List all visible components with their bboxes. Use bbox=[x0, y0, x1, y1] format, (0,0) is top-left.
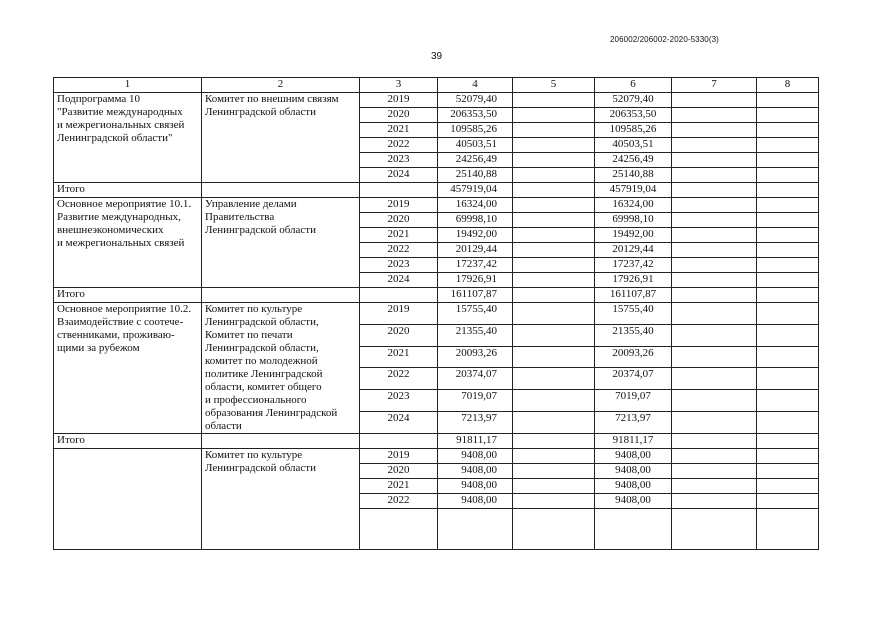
total-amount: 91811,17 bbox=[438, 434, 513, 449]
empty-cell bbox=[513, 168, 595, 183]
program-name-cell bbox=[54, 198, 202, 288]
empty-cell bbox=[672, 198, 757, 213]
amount-cell: 9408,00 bbox=[595, 464, 672, 479]
year-cell: 2020 bbox=[360, 324, 438, 346]
table-row bbox=[54, 303, 819, 325]
total-label: Итого bbox=[54, 434, 202, 449]
empty-cell bbox=[672, 449, 757, 464]
empty-cell bbox=[672, 288, 757, 303]
empty-cell bbox=[513, 123, 595, 138]
amount-cell: 15755,40 bbox=[438, 303, 513, 325]
empty-cell bbox=[757, 168, 819, 183]
amount-cell: 20093,26 bbox=[595, 346, 672, 368]
amount-cell: 7019,07 bbox=[595, 390, 672, 412]
amount-cell: 25140,88 bbox=[438, 168, 513, 183]
year-cell: 2020 bbox=[360, 464, 438, 479]
year-cell: 2021 bbox=[360, 479, 438, 494]
cell-line: Развитие международных, bbox=[57, 211, 181, 223]
page-number: 39 bbox=[430, 51, 443, 62]
year-cell: 2024 bbox=[360, 412, 438, 434]
empty-cell bbox=[672, 509, 757, 550]
year-cell: 2022 bbox=[360, 138, 438, 153]
document-id: 206002/206002-2020-5330(3) bbox=[610, 35, 719, 44]
cell-line: области, комитет общего bbox=[205, 381, 322, 393]
empty-cell bbox=[757, 228, 819, 243]
empty-cell bbox=[757, 368, 819, 390]
cell-line: Ленинградской области" bbox=[57, 132, 173, 144]
cell-line: Основное мероприятие 10.1. bbox=[57, 198, 192, 210]
total-row bbox=[54, 434, 819, 449]
amount-cell: 9408,00 bbox=[595, 494, 672, 509]
program-name-cell bbox=[54, 303, 202, 434]
empty-cell bbox=[757, 243, 819, 258]
empty-cell bbox=[513, 198, 595, 213]
amount-cell: 69998,10 bbox=[595, 213, 672, 228]
empty-cell bbox=[757, 464, 819, 479]
total-row bbox=[54, 183, 819, 198]
cell-line: Ленинградской области bbox=[205, 106, 316, 118]
empty-cell bbox=[513, 153, 595, 168]
empty-cell bbox=[757, 108, 819, 123]
empty-cell bbox=[438, 509, 513, 550]
amount-cell: 52079,40 bbox=[595, 93, 672, 108]
empty-cell bbox=[757, 509, 819, 550]
amount-cell: 24256,49 bbox=[595, 153, 672, 168]
empty-cell bbox=[672, 303, 757, 325]
amount-cell: 20374,07 bbox=[438, 368, 513, 390]
amount-cell: 206353,50 bbox=[595, 108, 672, 123]
empty-cell bbox=[757, 479, 819, 494]
empty-cell bbox=[513, 346, 595, 368]
empty-cell bbox=[513, 183, 595, 198]
cell-line: Комитет по культуре bbox=[205, 449, 303, 461]
empty-cell bbox=[513, 434, 595, 449]
amount-cell: 20129,44 bbox=[438, 243, 513, 258]
empty-cell bbox=[757, 273, 819, 288]
empty-cell bbox=[757, 153, 819, 168]
empty-cell bbox=[513, 243, 595, 258]
empty-cell bbox=[672, 93, 757, 108]
header-cell: 7 bbox=[672, 78, 757, 93]
cell-line: и межрегиональных связей bbox=[57, 119, 185, 131]
cell-line: Ленинградской области bbox=[205, 224, 316, 236]
empty-cell bbox=[672, 273, 757, 288]
empty-cell bbox=[513, 509, 595, 550]
amount-cell: 17926,91 bbox=[438, 273, 513, 288]
amount-cell: 16324,00 bbox=[595, 198, 672, 213]
cell-line: ственниками, проживаю- bbox=[57, 329, 175, 341]
amount-cell: 69998,10 bbox=[438, 213, 513, 228]
empty-cell bbox=[757, 198, 819, 213]
empty-cell bbox=[672, 390, 757, 412]
year-cell: 2019 bbox=[360, 198, 438, 213]
empty-cell bbox=[672, 412, 757, 434]
amount-cell: 9408,00 bbox=[595, 449, 672, 464]
empty-cell bbox=[513, 464, 595, 479]
empty-cell bbox=[360, 288, 438, 303]
empty-cell bbox=[513, 449, 595, 464]
header-cell: 3 bbox=[360, 78, 438, 93]
empty-cell bbox=[672, 243, 757, 258]
amount-cell: 9408,00 bbox=[438, 494, 513, 509]
total-amount: 457919,04 bbox=[595, 183, 672, 198]
empty-cell bbox=[360, 434, 438, 449]
empty-cell bbox=[513, 138, 595, 153]
empty-cell bbox=[672, 138, 757, 153]
empty-cell bbox=[672, 368, 757, 390]
year-cell: 2022 bbox=[360, 243, 438, 258]
empty-cell bbox=[513, 213, 595, 228]
cell-line: политике Ленинградской bbox=[205, 368, 323, 380]
total-amount: 161107,87 bbox=[438, 288, 513, 303]
empty-cell bbox=[672, 346, 757, 368]
amount-cell: 7019,07 bbox=[438, 390, 513, 412]
total-amount: 457919,04 bbox=[438, 183, 513, 198]
table-row bbox=[54, 449, 819, 464]
empty-cell bbox=[513, 324, 595, 346]
table-row bbox=[54, 93, 819, 108]
amount-cell: 19492,00 bbox=[595, 228, 672, 243]
empty-cell bbox=[513, 93, 595, 108]
header-cell: 5 bbox=[513, 78, 595, 93]
amount-cell: 16324,00 bbox=[438, 198, 513, 213]
cell-line: Ленинградской области bbox=[205, 462, 316, 474]
amount-cell: 40503,51 bbox=[595, 138, 672, 153]
empty-cell bbox=[757, 213, 819, 228]
program-name-cell bbox=[54, 93, 202, 183]
year-cell: 2020 bbox=[360, 108, 438, 123]
cell-line: Комитет по печати bbox=[205, 329, 293, 341]
executor-cell bbox=[202, 93, 360, 183]
empty-cell bbox=[672, 123, 757, 138]
amount-cell: 9408,00 bbox=[438, 479, 513, 494]
cell-line: Ленинградской области, bbox=[205, 342, 319, 354]
header-cell: 6 bbox=[595, 78, 672, 93]
empty-cell bbox=[757, 324, 819, 346]
amount-cell: 52079,40 bbox=[438, 93, 513, 108]
empty-cell bbox=[513, 288, 595, 303]
cell-line: Подпрограмма 10 bbox=[57, 93, 140, 105]
year-cell: 2019 bbox=[360, 303, 438, 325]
amount-cell: 20374,07 bbox=[595, 368, 672, 390]
total-amount: 161107,87 bbox=[595, 288, 672, 303]
cell-line: Основное мероприятие 10.2. bbox=[57, 303, 192, 315]
year-cell: 2024 bbox=[360, 168, 438, 183]
empty-cell bbox=[757, 183, 819, 198]
amount-cell: 9408,00 bbox=[438, 464, 513, 479]
cell-line: области bbox=[205, 420, 242, 432]
budget-table bbox=[53, 77, 819, 550]
empty-cell bbox=[202, 434, 360, 449]
empty-cell bbox=[672, 228, 757, 243]
year-cell: 2020 bbox=[360, 213, 438, 228]
cell-line: и профессионального bbox=[205, 394, 307, 406]
cell-line: Взаимодействие с соотече- bbox=[57, 316, 184, 328]
empty-cell bbox=[672, 464, 757, 479]
total-row bbox=[54, 288, 819, 303]
empty-cell bbox=[672, 153, 757, 168]
empty-cell bbox=[513, 479, 595, 494]
table-row bbox=[54, 198, 819, 213]
empty-cell bbox=[757, 434, 819, 449]
header-cell: 4 bbox=[438, 78, 513, 93]
header-cell: 8 bbox=[757, 78, 819, 93]
empty-cell bbox=[513, 273, 595, 288]
empty-cell bbox=[757, 258, 819, 273]
amount-cell: 25140,88 bbox=[595, 168, 672, 183]
amount-cell: 21355,40 bbox=[595, 324, 672, 346]
cell-line: Управление делами bbox=[205, 198, 297, 210]
amount-cell: 20129,44 bbox=[595, 243, 672, 258]
empty-cell bbox=[672, 434, 757, 449]
amount-cell: 19492,00 bbox=[438, 228, 513, 243]
amount-cell: 7213,97 bbox=[438, 412, 513, 434]
year-cell: 2024 bbox=[360, 273, 438, 288]
cell-line: щими за рубежом bbox=[57, 342, 140, 354]
empty-cell bbox=[672, 108, 757, 123]
amount-cell: 17237,42 bbox=[595, 258, 672, 273]
year-cell: 2021 bbox=[360, 228, 438, 243]
empty-cell bbox=[513, 390, 595, 412]
total-label: Итого bbox=[54, 288, 202, 303]
total-label: Итого bbox=[54, 183, 202, 198]
year-cell: 2022 bbox=[360, 494, 438, 509]
empty-cell bbox=[513, 494, 595, 509]
empty-cell bbox=[757, 93, 819, 108]
empty-cell bbox=[757, 138, 819, 153]
empty-cell bbox=[757, 390, 819, 412]
amount-cell: 21355,40 bbox=[438, 324, 513, 346]
cell-line: комитет по молодежной bbox=[205, 355, 318, 367]
executor-cell bbox=[202, 303, 360, 434]
cell-line: внешнеэкономических bbox=[57, 224, 164, 236]
empty-cell bbox=[595, 509, 672, 550]
empty-cell bbox=[202, 288, 360, 303]
amount-cell: 40503,51 bbox=[438, 138, 513, 153]
empty-cell bbox=[672, 183, 757, 198]
empty-cell bbox=[757, 412, 819, 434]
empty-cell bbox=[513, 412, 595, 434]
year-cell: 2023 bbox=[360, 153, 438, 168]
empty-cell bbox=[757, 346, 819, 368]
empty-cell bbox=[672, 258, 757, 273]
amount-cell: 7213,97 bbox=[595, 412, 672, 434]
empty-cell bbox=[672, 213, 757, 228]
empty-cell bbox=[757, 449, 819, 464]
empty-cell bbox=[202, 183, 360, 198]
year-cell: 2022 bbox=[360, 368, 438, 390]
cell-line: и межрегиональных связей bbox=[57, 237, 185, 249]
year-cell: 2023 bbox=[360, 258, 438, 273]
total-amount: 91811,17 bbox=[595, 434, 672, 449]
cell-line: Комитет по культуре bbox=[205, 303, 303, 315]
empty-cell bbox=[672, 494, 757, 509]
header-cell: 1 bbox=[54, 78, 202, 93]
amount-cell: 17237,42 bbox=[438, 258, 513, 273]
empty-cell bbox=[757, 288, 819, 303]
year-cell: 2019 bbox=[360, 93, 438, 108]
program-name-cell bbox=[54, 449, 202, 550]
empty-cell bbox=[513, 303, 595, 325]
amount-cell: 109585,26 bbox=[438, 123, 513, 138]
amount-cell: 24256,49 bbox=[438, 153, 513, 168]
year-cell: 2021 bbox=[360, 346, 438, 368]
cell-line: Ленинградской области, bbox=[205, 316, 319, 328]
executor-cell bbox=[202, 198, 360, 288]
cell-line: Комитет по внешним связям bbox=[205, 93, 339, 105]
amount-cell: 17926,91 bbox=[595, 273, 672, 288]
empty-cell bbox=[757, 494, 819, 509]
year-cell: 2023 bbox=[360, 390, 438, 412]
year-cell: 2019 bbox=[360, 449, 438, 464]
amount-cell: 109585,26 bbox=[595, 123, 672, 138]
cell-line: образования Ленинградской bbox=[205, 407, 338, 419]
amount-cell: 206353,50 bbox=[438, 108, 513, 123]
amount-cell: 9408,00 bbox=[438, 449, 513, 464]
empty-cell bbox=[757, 303, 819, 325]
empty-cell bbox=[757, 123, 819, 138]
amount-cell: 9408,00 bbox=[595, 479, 672, 494]
empty-cell bbox=[360, 183, 438, 198]
empty-cell bbox=[672, 168, 757, 183]
empty-cell bbox=[360, 509, 438, 550]
cell-line: "Развитие международных bbox=[57, 106, 183, 118]
cell-line: Правительства bbox=[205, 211, 275, 223]
empty-cell bbox=[672, 479, 757, 494]
year-cell: 2021 bbox=[360, 123, 438, 138]
empty-cell bbox=[513, 108, 595, 123]
empty-cell bbox=[513, 258, 595, 273]
header-cell: 2 bbox=[202, 78, 360, 93]
amount-cell: 20093,26 bbox=[438, 346, 513, 368]
empty-cell bbox=[672, 324, 757, 346]
amount-cell: 15755,40 bbox=[595, 303, 672, 325]
executor-cell bbox=[202, 449, 360, 550]
header-row bbox=[54, 78, 819, 93]
empty-cell bbox=[513, 368, 595, 390]
empty-cell bbox=[513, 228, 595, 243]
